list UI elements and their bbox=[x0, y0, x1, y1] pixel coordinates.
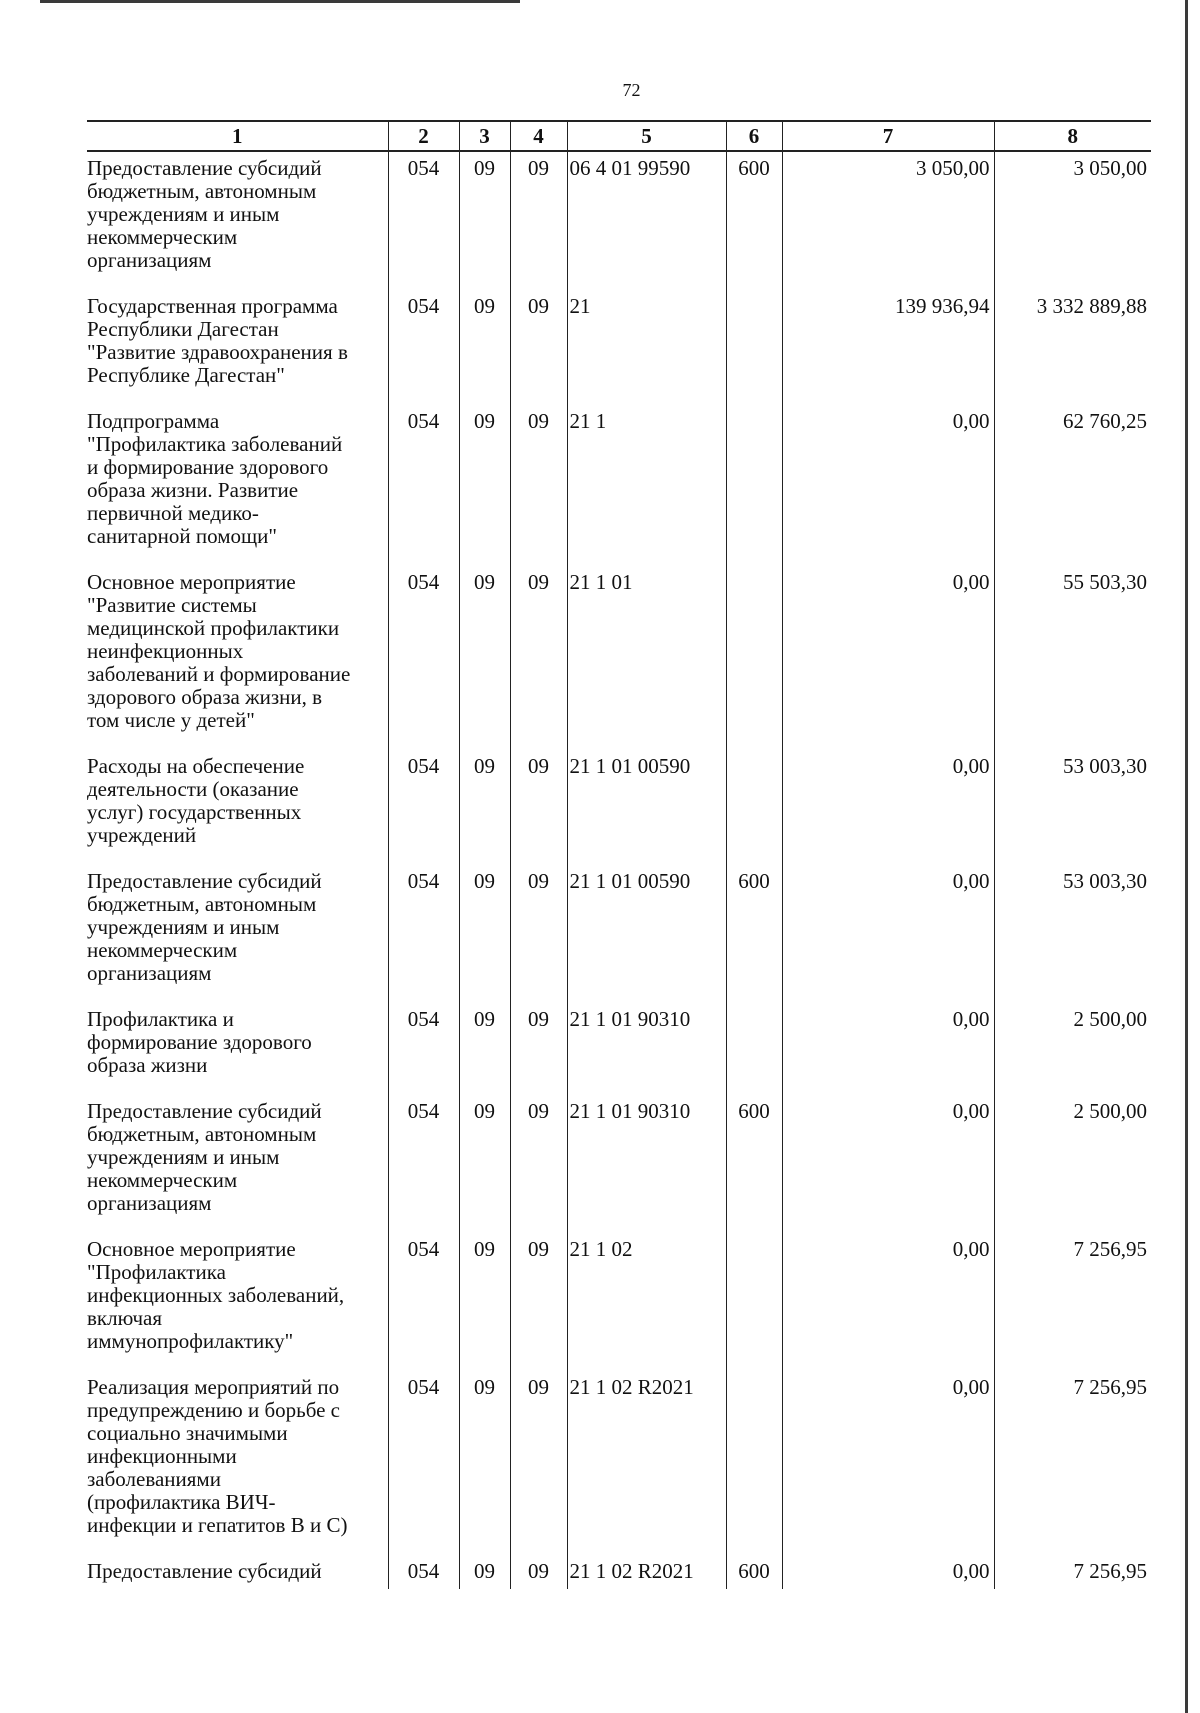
item-name bbox=[87, 1095, 388, 1233]
header-row bbox=[87, 121, 1151, 151]
item-name-text: Предоставление субсидий бюджетным, автономным учреждениям и иным некоммерческим организациям bbox=[87, 156, 322, 272]
item-name-text: Основное мероприятие "Профилактика инфекционных заболеваний, включая иммунопрофилактику" bbox=[87, 1237, 345, 1353]
target-article-code: 21 1 02 R2021 bbox=[567, 1555, 726, 1589]
item-name-text: Основное мероприятие "Развитие системы медицинской профилактики неинфекционных заболеваний и формирование здорового образа жизни, в том числе у детей" bbox=[87, 570, 351, 732]
item-name bbox=[87, 1233, 388, 1371]
expense-type-code: 600 bbox=[726, 1095, 782, 1233]
column-header-6: 6 bbox=[726, 121, 782, 151]
table-row bbox=[87, 1371, 1151, 1555]
expense-type-code: 600 bbox=[726, 151, 782, 290]
ministry-code: 054 bbox=[388, 151, 459, 290]
ministry-code: 054 bbox=[388, 1233, 459, 1371]
section-code: 09 bbox=[459, 865, 510, 1003]
section-code: 09 bbox=[459, 566, 510, 750]
amount-column-7: 139 936,94 bbox=[782, 290, 994, 405]
ministry-code: 054 bbox=[388, 750, 459, 865]
subsection-code: 09 bbox=[510, 566, 567, 750]
amount-column-7: 0,00 bbox=[782, 750, 994, 865]
item-name bbox=[87, 566, 388, 750]
target-article-code: 21 1 01 90310 bbox=[567, 1003, 726, 1095]
item-name-text: Государственная программа Республики Дагестан "Развитие здравоохранения в Республике Дагестан" bbox=[87, 294, 348, 387]
expense-type-code bbox=[726, 290, 782, 405]
table-row bbox=[87, 750, 1151, 865]
amount-column-8: 3 050,00 bbox=[994, 151, 1151, 290]
scan-top-edge-line bbox=[40, 0, 520, 3]
table-body bbox=[87, 151, 1151, 1589]
item-name bbox=[87, 750, 388, 865]
target-article-code: 21 1 02 bbox=[567, 1233, 726, 1371]
amount-column-7: 0,00 bbox=[782, 1095, 994, 1233]
item-name-text: Предоставление субсидий bbox=[87, 1559, 322, 1583]
amount-column-8: 3 332 889,88 bbox=[994, 290, 1151, 405]
table-row bbox=[87, 1233, 1151, 1371]
item-name-text: Подпрограмма "Профилактика заболеваний и формирование здорового образа жизни. Развитие первичной медико-санитарной помощи" bbox=[87, 409, 343, 548]
expense-type-code bbox=[726, 1003, 782, 1095]
ministry-code: 054 bbox=[388, 1003, 459, 1095]
column-header-2: 2 bbox=[388, 121, 459, 151]
section-code: 09 bbox=[459, 290, 510, 405]
column-header-1: 1 bbox=[87, 121, 388, 151]
section-code: 09 bbox=[459, 750, 510, 865]
amount-column-7: 0,00 bbox=[782, 405, 994, 566]
ministry-code: 054 bbox=[388, 865, 459, 1003]
amount-column-7: 0,00 bbox=[782, 1371, 994, 1555]
ministry-code: 054 bbox=[388, 566, 459, 750]
amount-column-8: 2 500,00 bbox=[994, 1095, 1151, 1233]
target-article-code: 21 bbox=[567, 290, 726, 405]
expense-type-code bbox=[726, 750, 782, 865]
table-row bbox=[87, 566, 1151, 750]
item-name bbox=[87, 290, 388, 405]
section-code: 09 bbox=[459, 1003, 510, 1095]
amount-column-8: 7 256,95 bbox=[994, 1555, 1151, 1589]
item-name bbox=[87, 1555, 388, 1589]
amount-column-8: 53 003,30 bbox=[994, 750, 1151, 865]
table-row bbox=[87, 405, 1151, 566]
item-name-text: Предоставление субсидий бюджетным, автономным учреждениям и иным некоммерческим организациям bbox=[87, 869, 322, 985]
subsection-code: 09 bbox=[510, 290, 567, 405]
amount-column-8: 53 003,30 bbox=[994, 865, 1151, 1003]
target-article-code: 21 1 01 bbox=[567, 566, 726, 750]
target-article-code: 21 1 01 90310 bbox=[567, 1095, 726, 1233]
subsection-code: 09 bbox=[510, 1371, 567, 1555]
column-header-8: 8 bbox=[994, 121, 1151, 151]
ministry-code: 054 bbox=[388, 1095, 459, 1233]
column-header-7: 7 bbox=[782, 121, 994, 151]
amount-column-7: 0,00 bbox=[782, 566, 994, 750]
table-row bbox=[87, 1003, 1151, 1095]
section-code: 09 bbox=[459, 1095, 510, 1233]
section-code: 09 bbox=[459, 405, 510, 566]
expense-type-code: 600 bbox=[726, 865, 782, 1003]
amount-column-8: 7 256,95 bbox=[994, 1233, 1151, 1371]
section-code: 09 bbox=[459, 1233, 510, 1371]
item-name bbox=[87, 1371, 388, 1555]
item-name bbox=[87, 865, 388, 1003]
budget-table bbox=[87, 120, 1151, 1589]
expense-type-code bbox=[726, 1233, 782, 1371]
amount-column-8: 2 500,00 bbox=[994, 1003, 1151, 1095]
page-number: 72 bbox=[622, 80, 641, 100]
subsection-code: 09 bbox=[510, 151, 567, 290]
amount-column-7: 0,00 bbox=[782, 865, 994, 1003]
column-header-4: 4 bbox=[510, 121, 567, 151]
item-name-text: Реализация мероприятий по предупреждению и борьбе с социально значимыми инфекционными заболеваниями (профилактика ВИЧ-инфекции и гепатитов В и С) bbox=[87, 1375, 348, 1537]
expense-type-code: 600 bbox=[726, 1555, 782, 1589]
section-code: 09 bbox=[459, 1371, 510, 1555]
expense-type-code bbox=[726, 1371, 782, 1555]
item-name-text: Профилактика и формирование здорового образа жизни bbox=[87, 1007, 312, 1077]
section-code: 09 bbox=[459, 151, 510, 290]
amount-column-8: 7 256,95 bbox=[994, 1371, 1151, 1555]
item-name bbox=[87, 405, 388, 566]
target-article-code: 06 4 01 99590 bbox=[567, 151, 726, 290]
target-article-code: 21 1 01 00590 bbox=[567, 750, 726, 865]
item-name bbox=[87, 1003, 388, 1095]
item-name-text: Расходы на обеспечение деятельности (оказание услуг) государственных учреждений bbox=[87, 754, 305, 847]
column-header-5: 5 bbox=[567, 121, 726, 151]
column-header-3: 3 bbox=[459, 121, 510, 151]
item-name bbox=[87, 151, 388, 290]
item-name-text: Предоставление субсидий бюджетным, автономным учреждениям и иным некоммерческим организациям bbox=[87, 1099, 322, 1215]
subsection-code: 09 bbox=[510, 1555, 567, 1589]
ministry-code: 054 bbox=[388, 290, 459, 405]
scan-right-edge-line bbox=[1185, 0, 1188, 1713]
target-article-code: 21 1 02 R2021 bbox=[567, 1371, 726, 1555]
ministry-code: 054 bbox=[388, 1555, 459, 1589]
table-row bbox=[87, 865, 1151, 1003]
subsection-code: 09 bbox=[510, 405, 567, 566]
amount-column-7: 0,00 bbox=[782, 1003, 994, 1095]
ministry-code: 054 bbox=[388, 1371, 459, 1555]
amount-column-7: 0,00 bbox=[782, 1233, 994, 1371]
subsection-code: 09 bbox=[510, 1003, 567, 1095]
subsection-code: 09 bbox=[510, 865, 567, 1003]
ministry-code: 054 bbox=[388, 405, 459, 566]
expense-type-code bbox=[726, 566, 782, 750]
amount-column-7: 0,00 bbox=[782, 1555, 994, 1589]
target-article-code: 21 1 bbox=[567, 405, 726, 566]
amount-column-8: 62 760,25 bbox=[994, 405, 1151, 566]
section-code: 09 bbox=[459, 1555, 510, 1589]
table-row bbox=[87, 290, 1151, 405]
subsection-code: 09 bbox=[510, 1233, 567, 1371]
table-row bbox=[87, 1555, 1151, 1589]
expense-type-code bbox=[726, 405, 782, 566]
subsection-code: 09 bbox=[510, 750, 567, 865]
table-row bbox=[87, 1095, 1151, 1233]
table-row bbox=[87, 151, 1151, 290]
subsection-code: 09 bbox=[510, 1095, 567, 1233]
amount-column-7: 3 050,00 bbox=[782, 151, 994, 290]
target-article-code: 21 1 01 00590 bbox=[567, 865, 726, 1003]
amount-column-8: 55 503,30 bbox=[994, 566, 1151, 750]
